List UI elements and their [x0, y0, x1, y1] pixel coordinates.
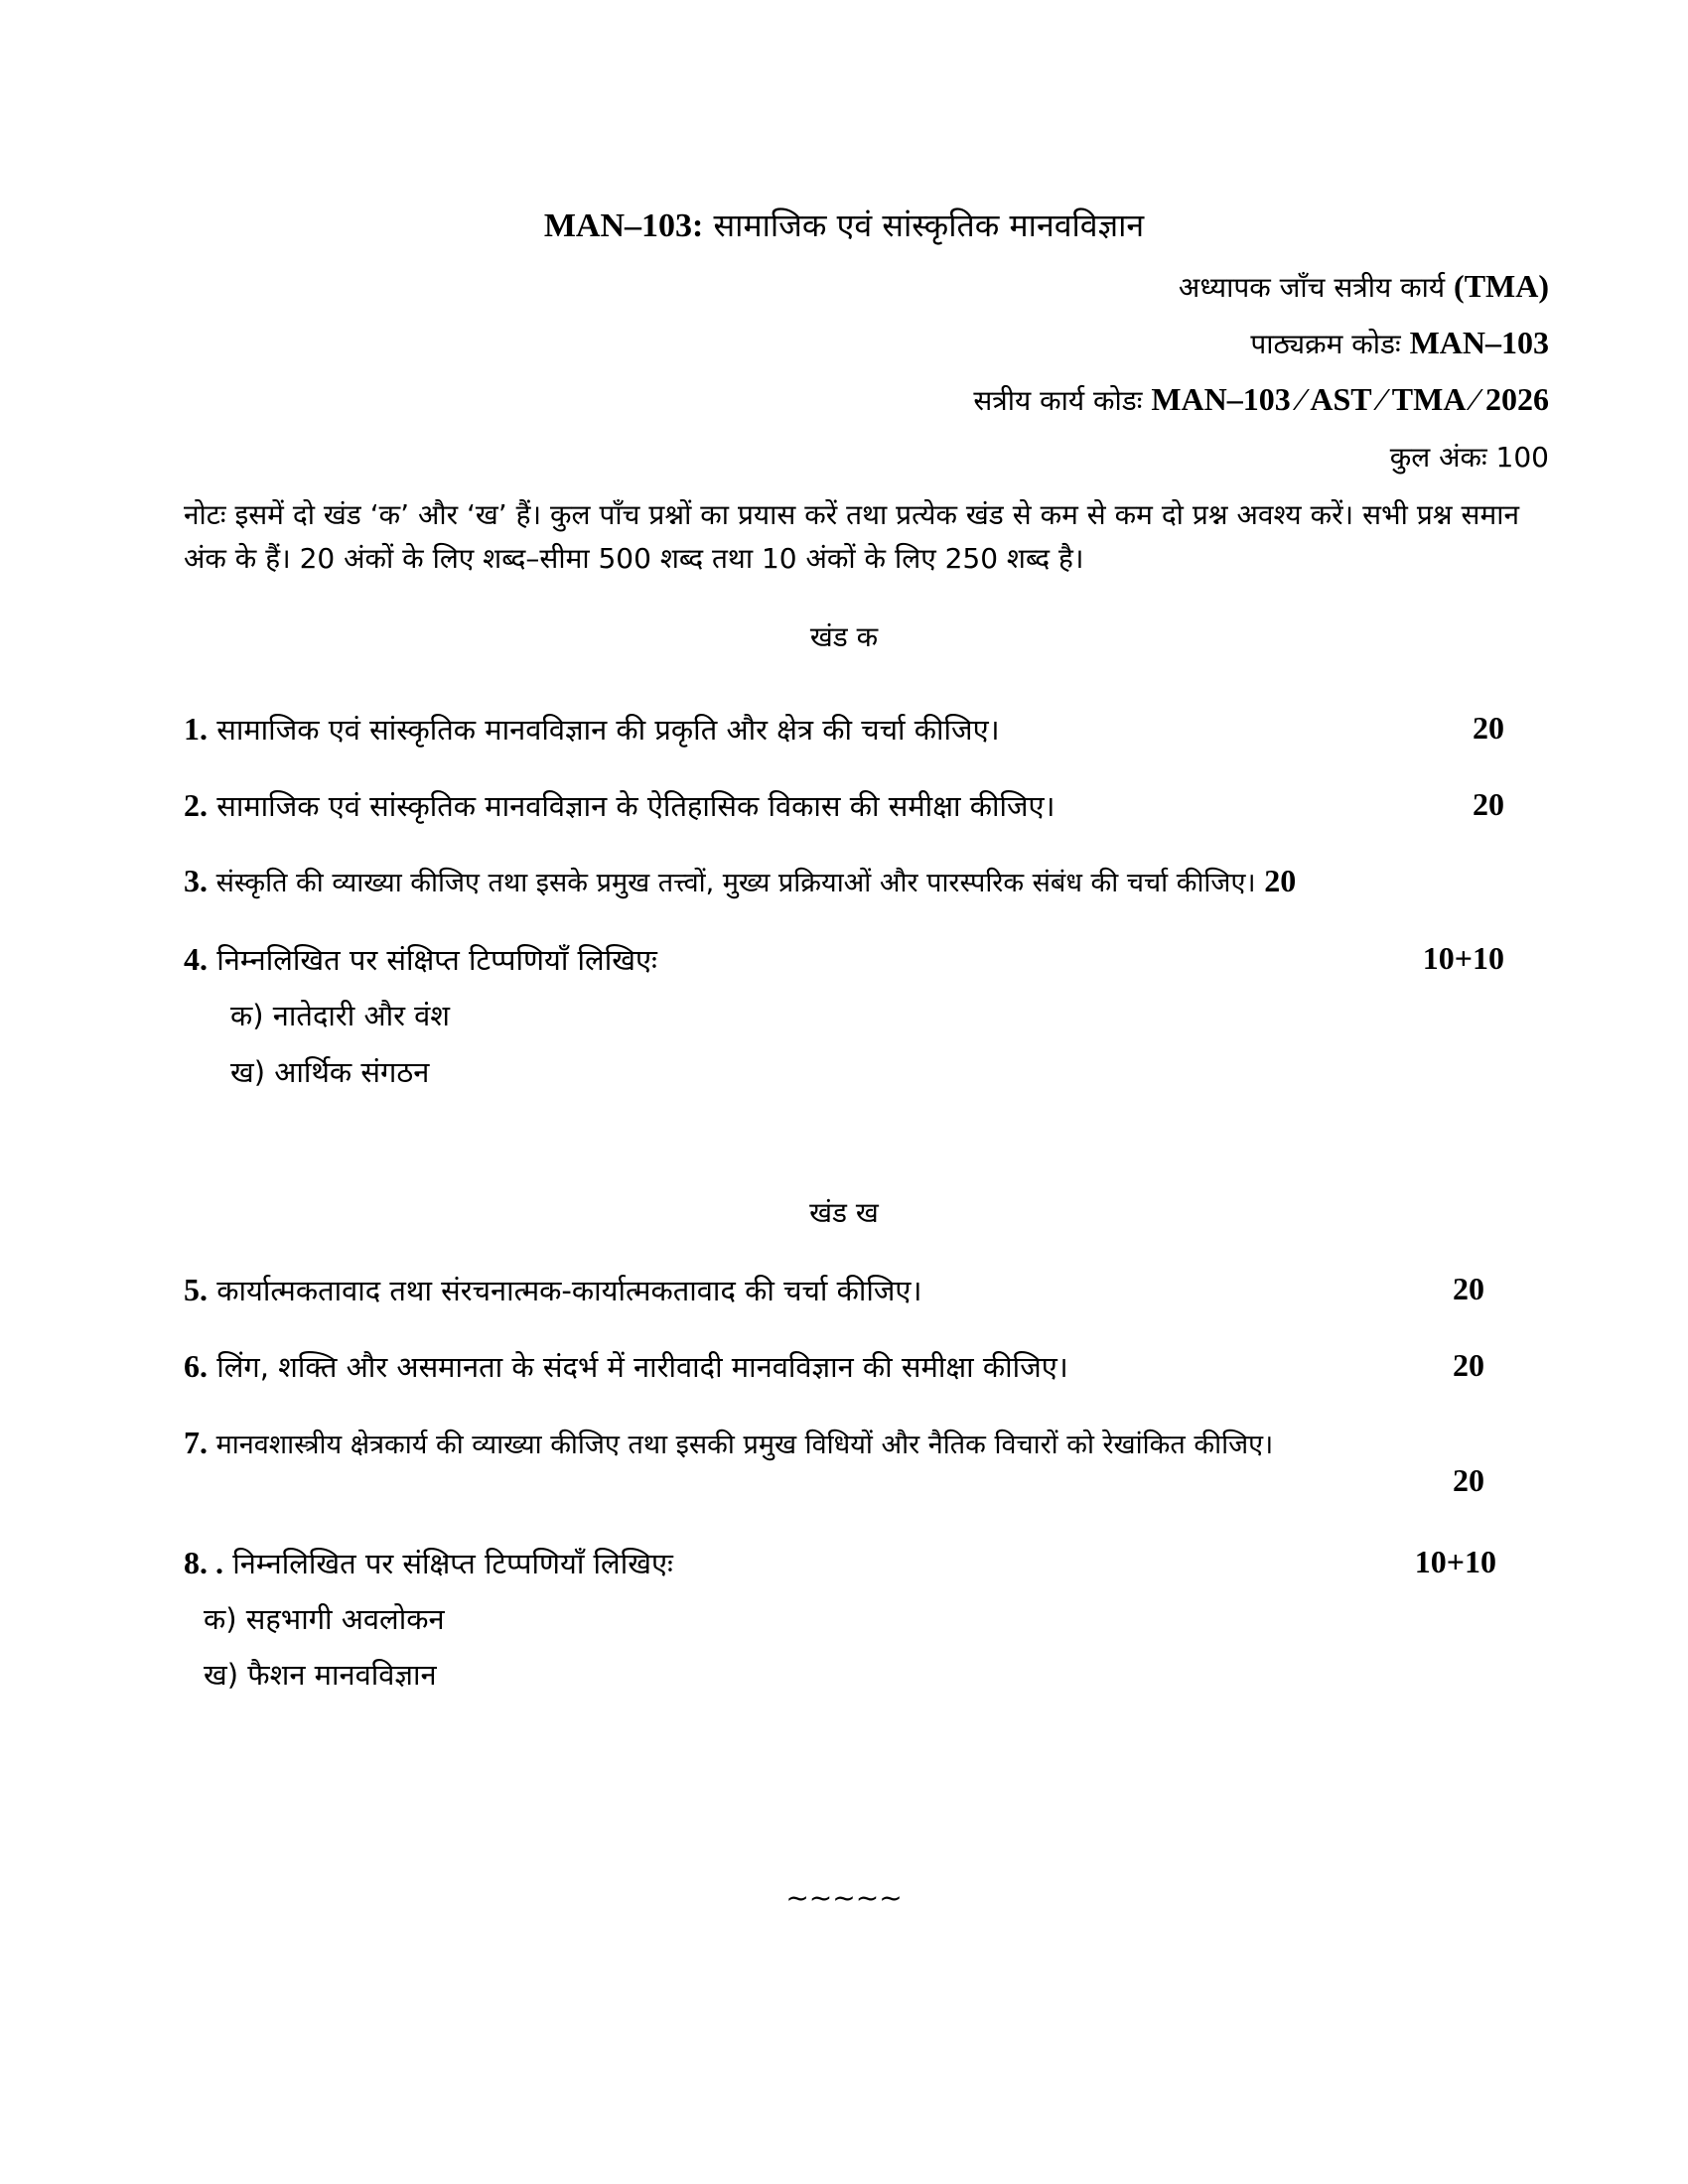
end-mark: ~~~~~	[785, 1881, 903, 1914]
question-number: 4.	[184, 941, 208, 977]
page-title	[0, 204, 1688, 246]
question-8	[184, 1544, 673, 1582]
assignment-code-line	[973, 381, 1549, 419]
question-8-marks: 10+10	[1414, 1544, 1496, 1579]
total-marks: कुल अंकः 100	[1389, 441, 1549, 474]
question-text: कार्यात्मकतावाद तथा संरचनात्मक-कार्यात्मकतावाद की चर्चा कीजिए।	[216, 1274, 922, 1307]
question-4-marks: 10+10	[1422, 940, 1504, 976]
question-4-subpart-a: क) नातेदारी और वंश	[230, 999, 451, 1032]
question-number: 5.	[184, 1272, 208, 1307]
question-5	[184, 1271, 921, 1309]
question-text: संस्कृति की व्याख्या कीजिए तथा इसके प्रमुख तत्त्वों, मुख्य प्रक्रियाओं और पारस्परिक संबंध की चर्चा कीजिए।	[215, 868, 1256, 898]
question-4	[184, 940, 657, 979]
instructions-note: नोटः इसमें दो खंड ‘क’ और ‘ख’ हैं। कुल पाँच प्रश्नों का प्रयास करें तथा प्रत्येक खंड से कम से कम दो प्रश्न अवश्य करें। सभी प्रश्न समान अंक के हैं। 20 अंकों के लिए शब्द–सीमा 500 शब्द तथा 10 अंकों के लिए 250 शब्द है।	[184, 498, 1519, 575]
question-6	[184, 1347, 1068, 1386]
question-2-marks: 20	[1473, 786, 1504, 822]
course-code-value: MAN–103	[1409, 325, 1549, 360]
question-7	[184, 1425, 1273, 1461]
question-1	[184, 710, 1000, 749]
question-3-marks: 20	[1264, 863, 1297, 898]
section-a-title: खंड क	[809, 620, 879, 653]
question-2	[184, 786, 1055, 825]
tma-label: अध्यापक जाँच सत्रीय कार्य	[1178, 271, 1446, 304]
question-7-marks: 20	[1453, 1462, 1484, 1498]
question-text: सामाजिक एवं सांस्कृतिक मानवविज्ञान की प्रकृति और क्षेत्र की चर्चा कीजिए।	[216, 713, 1000, 747]
question-1-marks: 20	[1473, 710, 1504, 746]
assignment-code-value: MAN–103 ⁄ AST ⁄ TMA ⁄ 2026	[1151, 381, 1549, 417]
question-number: 6.	[184, 1348, 208, 1384]
question-text: लिंग, शक्ति और असमानता के संदर्भ में नारीवादी मानवविज्ञान की समीक्षा कीजिए।	[216, 1350, 1068, 1384]
question-3	[184, 863, 1296, 899]
section-b-title: खंड ख	[809, 1196, 879, 1229]
question-5-marks: 20	[1453, 1271, 1484, 1306]
assignment-code-label: सत्रीय कार्य कोडः	[973, 384, 1143, 417]
course-title: सामाजिक एवं सांस्कृतिक मानवविज्ञान	[713, 206, 1145, 244]
question-8-subpart-a: क) सहभागी अवलोकन	[204, 1602, 445, 1636]
question-number: 7.	[184, 1425, 208, 1460]
question-number: 1.	[184, 711, 208, 747]
question-text: निम्नलिखित पर संक्षिप्त टिप्पणियाँ लिखिएः	[232, 1547, 673, 1580]
course-code-label: पाठ्यक्रम कोडः	[1250, 328, 1401, 360]
question-text: निम्नलिखित पर संक्षिप्त टिप्पणियाँ लिखिएः	[216, 943, 657, 977]
course-code-heading: MAN–103:	[543, 207, 704, 244]
tma-line	[1179, 268, 1549, 306]
question-number: 2.	[184, 787, 208, 823]
tma-code: (TMA)	[1454, 268, 1549, 304]
question-number: 3.	[184, 863, 208, 898]
question-number: 8. .	[184, 1545, 223, 1580]
question-text: मानवशास्त्रीय क्षेत्रकार्य की व्याख्या कीजिए तथा इसकी प्रमुख विधियों और नैतिक विचारों को रेखांकित कीजिए।	[215, 1430, 1274, 1460]
course-code-line	[1250, 325, 1549, 362]
question-6-marks: 20	[1453, 1347, 1484, 1383]
question-8-subpart-b: ख) फैशन मानवविज्ञान	[204, 1658, 437, 1692]
question-4-subpart-b: ख) आर्थिक संगठन	[230, 1055, 430, 1089]
question-text: सामाजिक एवं सांस्कृतिक मानवविज्ञान के ऐतिहासिक विकास की समीक्षा कीजिए।	[216, 789, 1055, 823]
